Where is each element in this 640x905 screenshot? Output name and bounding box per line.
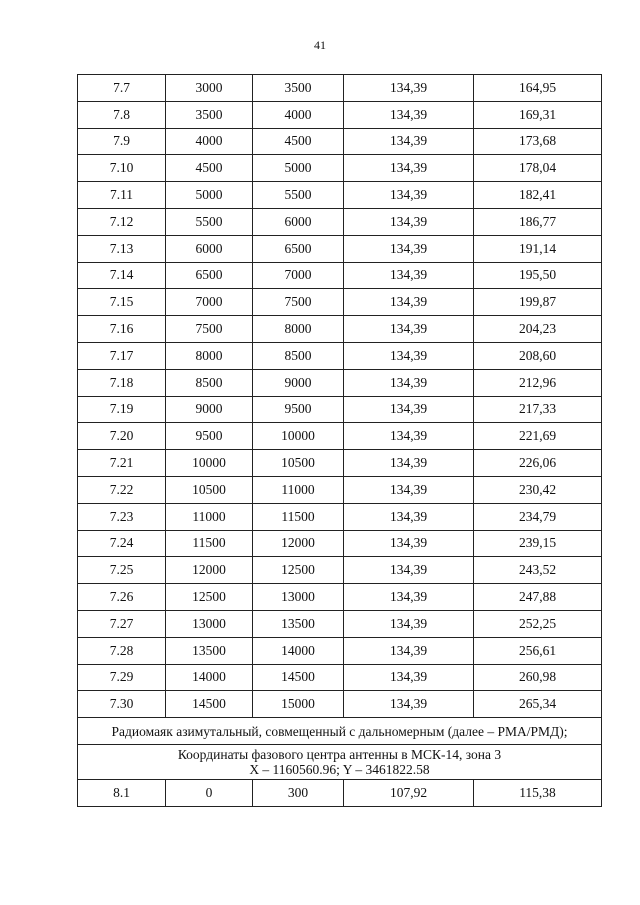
item-number-cell: 7.7 bbox=[78, 75, 166, 102]
from-cell: 13000 bbox=[166, 610, 253, 637]
from-cell: 7000 bbox=[166, 289, 253, 316]
from-cell: 3000 bbox=[166, 75, 253, 102]
value-a-cell: 134,39 bbox=[344, 155, 474, 182]
value-b-cell: 208,60 bbox=[474, 342, 602, 369]
table-row bbox=[78, 610, 602, 637]
to-cell: 8500 bbox=[253, 342, 344, 369]
item-number-cell: 7.23 bbox=[78, 503, 166, 530]
from-cell: 12500 bbox=[166, 584, 253, 611]
value-b-cell: 204,23 bbox=[474, 316, 602, 343]
item-number-cell: 7.19 bbox=[78, 396, 166, 423]
table-row bbox=[78, 396, 602, 423]
table-row bbox=[78, 262, 602, 289]
value-a-cell: 134,39 bbox=[344, 289, 474, 316]
value-a-cell: 134,39 bbox=[344, 208, 474, 235]
from-cell: 8000 bbox=[166, 342, 253, 369]
from-cell: 5500 bbox=[166, 208, 253, 235]
item-number-cell: 7.22 bbox=[78, 476, 166, 503]
data-table bbox=[77, 74, 602, 807]
table-row bbox=[78, 584, 602, 611]
value-a-cell: 134,39 bbox=[344, 664, 474, 691]
value-b-cell: 256,61 bbox=[474, 637, 602, 664]
section-heading: Радиомаяк азимутальный, совмещенный с дальномерным (далее – РМА/РМД); bbox=[78, 718, 602, 745]
table-row bbox=[78, 208, 602, 235]
value-a-cell: 134,39 bbox=[344, 503, 474, 530]
item-number-cell: 7.15 bbox=[78, 289, 166, 316]
to-cell: 13000 bbox=[253, 584, 344, 611]
table-row bbox=[78, 530, 602, 557]
value-b-cell: 252,25 bbox=[474, 610, 602, 637]
from-cell: 6000 bbox=[166, 235, 253, 262]
coordinates-line-2: X – 1160560.96; Y – 3461822.58 bbox=[249, 761, 430, 777]
value-a-cell: 134,39 bbox=[344, 691, 474, 718]
table-row bbox=[78, 450, 602, 477]
value-b-cell: 243,52 bbox=[474, 557, 602, 584]
value-a-cell: 134,39 bbox=[344, 369, 474, 396]
value-a-cell: 134,39 bbox=[344, 128, 474, 155]
table-row bbox=[78, 101, 602, 128]
item-number-cell: 7.13 bbox=[78, 235, 166, 262]
value-a-cell: 107,92 bbox=[344, 779, 474, 806]
item-number-cell: 7.30 bbox=[78, 691, 166, 718]
value-b-cell: 217,33 bbox=[474, 396, 602, 423]
table-row bbox=[78, 342, 602, 369]
to-cell: 3500 bbox=[253, 75, 344, 102]
coordinates-cell bbox=[78, 744, 602, 779]
item-number-cell: 7.21 bbox=[78, 450, 166, 477]
value-b-cell: 169,31 bbox=[474, 101, 602, 128]
table-row bbox=[78, 476, 602, 503]
value-a-cell: 134,39 bbox=[344, 610, 474, 637]
to-cell: 10000 bbox=[253, 423, 344, 450]
to-cell: 9000 bbox=[253, 369, 344, 396]
from-cell: 3500 bbox=[166, 101, 253, 128]
to-cell: 5000 bbox=[253, 155, 344, 182]
page-number: 41 bbox=[314, 38, 326, 52]
table-row bbox=[78, 128, 602, 155]
value-a-cell: 134,39 bbox=[344, 316, 474, 343]
table-row bbox=[78, 75, 602, 102]
value-a-cell: 134,39 bbox=[344, 637, 474, 664]
item-number-cell: 7.28 bbox=[78, 637, 166, 664]
value-a-cell: 134,39 bbox=[344, 423, 474, 450]
to-cell: 15000 bbox=[253, 691, 344, 718]
value-b-cell: 186,77 bbox=[474, 208, 602, 235]
table-row bbox=[78, 664, 602, 691]
from-cell: 10000 bbox=[166, 450, 253, 477]
item-number-cell: 8.1 bbox=[78, 779, 166, 806]
table-row bbox=[78, 779, 602, 806]
value-b-cell: 230,42 bbox=[474, 476, 602, 503]
section-heading-row bbox=[78, 718, 602, 745]
to-cell: 8000 bbox=[253, 316, 344, 343]
from-cell: 7500 bbox=[166, 316, 253, 343]
item-number-cell: 7.25 bbox=[78, 557, 166, 584]
item-number-cell: 7.12 bbox=[78, 208, 166, 235]
item-number-cell: 7.18 bbox=[78, 369, 166, 396]
table-row bbox=[78, 637, 602, 664]
item-number-cell: 7.9 bbox=[78, 128, 166, 155]
value-b-cell: 199,87 bbox=[474, 289, 602, 316]
from-cell: 11500 bbox=[166, 530, 253, 557]
from-cell: 5000 bbox=[166, 182, 253, 209]
table-row bbox=[78, 289, 602, 316]
item-number-cell: 7.8 bbox=[78, 101, 166, 128]
table-row bbox=[78, 235, 602, 262]
value-b-cell: 195,50 bbox=[474, 262, 602, 289]
value-a-cell: 134,39 bbox=[344, 182, 474, 209]
from-cell: 14000 bbox=[166, 664, 253, 691]
value-b-cell: 234,79 bbox=[474, 503, 602, 530]
table-row bbox=[78, 691, 602, 718]
value-a-cell: 134,39 bbox=[344, 396, 474, 423]
from-cell: 11000 bbox=[166, 503, 253, 530]
table-row bbox=[78, 557, 602, 584]
from-cell: 4500 bbox=[166, 155, 253, 182]
value-b-cell: 191,14 bbox=[474, 235, 602, 262]
from-cell: 9000 bbox=[166, 396, 253, 423]
to-cell: 4500 bbox=[253, 128, 344, 155]
item-number-cell: 7.11 bbox=[78, 182, 166, 209]
value-b-cell: 164,95 bbox=[474, 75, 602, 102]
to-cell: 14500 bbox=[253, 664, 344, 691]
to-cell: 7000 bbox=[253, 262, 344, 289]
item-number-cell: 7.10 bbox=[78, 155, 166, 182]
to-cell: 300 bbox=[253, 779, 344, 806]
to-cell: 12500 bbox=[253, 557, 344, 584]
to-cell: 6500 bbox=[253, 235, 344, 262]
from-cell: 8500 bbox=[166, 369, 253, 396]
to-cell: 13500 bbox=[253, 610, 344, 637]
item-number-cell: 7.17 bbox=[78, 342, 166, 369]
value-a-cell: 134,39 bbox=[344, 476, 474, 503]
value-b-cell: 182,41 bbox=[474, 182, 602, 209]
item-number-cell: 7.14 bbox=[78, 262, 166, 289]
from-cell: 9500 bbox=[166, 423, 253, 450]
value-b-cell: 226,06 bbox=[474, 450, 602, 477]
value-a-cell: 134,39 bbox=[344, 530, 474, 557]
value-a-cell: 134,39 bbox=[344, 342, 474, 369]
value-b-cell: 221,69 bbox=[474, 423, 602, 450]
value-b-cell: 178,04 bbox=[474, 155, 602, 182]
table-row bbox=[78, 316, 602, 343]
value-b-cell: 247,88 bbox=[474, 584, 602, 611]
from-cell: 14500 bbox=[166, 691, 253, 718]
to-cell: 5500 bbox=[253, 182, 344, 209]
value-b-cell: 173,68 bbox=[474, 128, 602, 155]
value-a-cell: 134,39 bbox=[344, 557, 474, 584]
value-b-cell: 239,15 bbox=[474, 530, 602, 557]
item-number-cell: 7.29 bbox=[78, 664, 166, 691]
from-cell: 12000 bbox=[166, 557, 253, 584]
to-cell: 7500 bbox=[253, 289, 344, 316]
to-cell: 4000 bbox=[253, 101, 344, 128]
table-row bbox=[78, 423, 602, 450]
table-row bbox=[78, 369, 602, 396]
from-cell: 13500 bbox=[166, 637, 253, 664]
value-b-cell: 260,98 bbox=[474, 664, 602, 691]
to-cell: 14000 bbox=[253, 637, 344, 664]
from-cell: 6500 bbox=[166, 262, 253, 289]
value-b-cell: 212,96 bbox=[474, 369, 602, 396]
to-cell: 11500 bbox=[253, 503, 344, 530]
coordinates-line-1: Координаты фазового центра антенны в МСК-14, зона 3 bbox=[177, 746, 502, 762]
value-a-cell: 134,39 bbox=[344, 75, 474, 102]
from-cell: 10500 bbox=[166, 476, 253, 503]
coordinates-row bbox=[78, 744, 602, 779]
value-a-cell: 134,39 bbox=[344, 450, 474, 477]
value-b-cell: 265,34 bbox=[474, 691, 602, 718]
to-cell: 12000 bbox=[253, 530, 344, 557]
table-row bbox=[78, 503, 602, 530]
item-number-cell: 7.24 bbox=[78, 530, 166, 557]
value-a-cell: 134,39 bbox=[344, 262, 474, 289]
value-a-cell: 134,39 bbox=[344, 584, 474, 611]
to-cell: 6000 bbox=[253, 208, 344, 235]
to-cell: 10500 bbox=[253, 450, 344, 477]
item-number-cell: 7.26 bbox=[78, 584, 166, 611]
table-row bbox=[78, 155, 602, 182]
table-row bbox=[78, 182, 602, 209]
to-cell: 11000 bbox=[253, 476, 344, 503]
from-cell: 4000 bbox=[166, 128, 253, 155]
to-cell: 9500 bbox=[253, 396, 344, 423]
item-number-cell: 7.20 bbox=[78, 423, 166, 450]
value-a-cell: 134,39 bbox=[344, 101, 474, 128]
value-b-cell: 115,38 bbox=[474, 779, 602, 806]
item-number-cell: 7.27 bbox=[78, 610, 166, 637]
from-cell: 0 bbox=[166, 779, 253, 806]
item-number-cell: 7.16 bbox=[78, 316, 166, 343]
value-a-cell: 134,39 bbox=[344, 235, 474, 262]
